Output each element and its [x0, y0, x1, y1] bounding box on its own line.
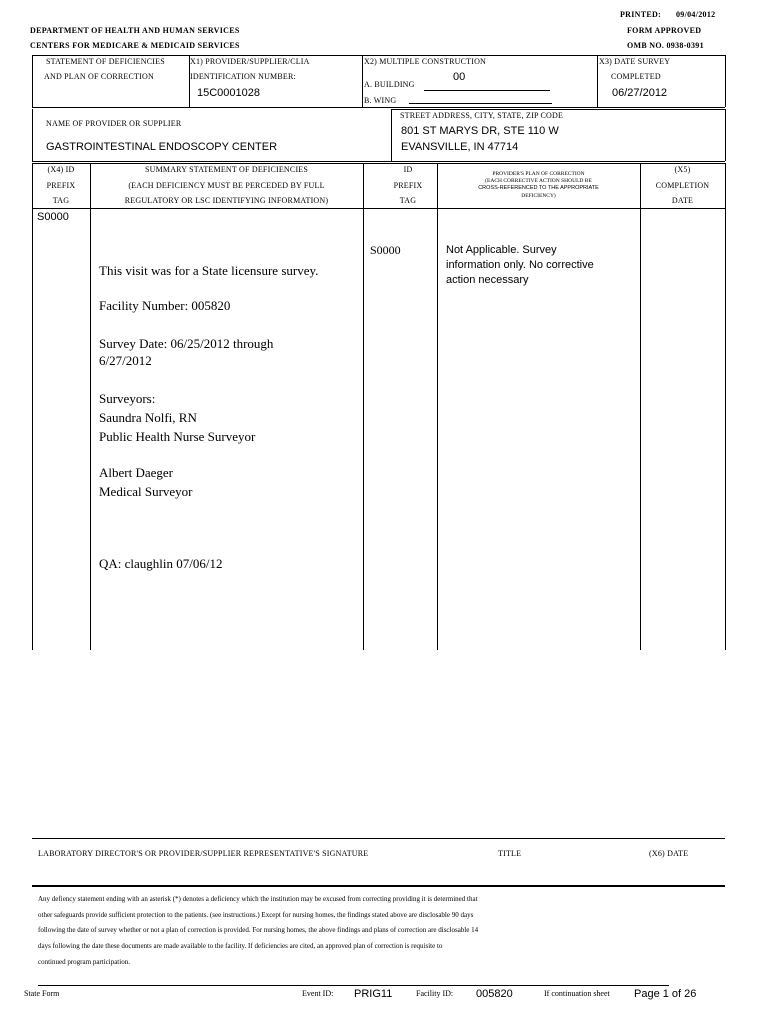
- summary-line-4: 6/27/2012: [99, 353, 152, 368]
- department-title: DEPARTMENT OF HEALTH AND HUMAN SERVICES: [30, 26, 240, 35]
- id-header-1: ID: [403, 165, 413, 174]
- summary-line-8: Albert Daeger: [99, 465, 173, 480]
- x5-header-1: (X5): [674, 165, 691, 174]
- continuation-label: If continuation sheet: [544, 989, 610, 998]
- id-header-3: TAG: [399, 196, 417, 205]
- summary-line-6: Saundra Nolfi, RN: [99, 410, 197, 425]
- statement-label-1: STATEMENT OF DEFICIENCIES: [46, 57, 165, 66]
- x5-header-2: COMPLETION: [655, 181, 710, 190]
- printed-label: PRINTED:: [620, 10, 662, 19]
- id-header-2: PREFIX: [393, 181, 423, 190]
- state-form-label: State Form: [24, 989, 60, 998]
- title-label: TITLE: [498, 849, 522, 858]
- summary-line-7: Public Health Nurse Surveyor: [99, 429, 256, 444]
- x6-date-label: (X6) DATE: [649, 849, 689, 858]
- x5-header-3: DATE: [671, 196, 694, 205]
- summary-line-1: This visit was for a State licensure survey.: [99, 263, 319, 278]
- summary-header-1: SUMMARY STATEMENT OF DEFICIENCIES: [144, 165, 309, 174]
- plan-header-2: (EACH CORRECTIVE ACTION SHOULD BE: [485, 178, 592, 184]
- building-label: A. BUILDING: [364, 80, 415, 89]
- director-signature-label: LABORATORY DIRECTOR'S OR PROVIDER/SUPPLIER REPRESENTATIVE'S SIGNATURE: [38, 849, 369, 858]
- x4-header-2: PREFIX: [46, 181, 76, 190]
- provider-name: GASTROINTESTINAL ENDOSCOPY CENTER: [46, 141, 278, 153]
- facility-id-value: 005820: [476, 988, 513, 1000]
- form-approved: FORM APPROVED: [627, 26, 702, 35]
- summary-header-2: (EACH DEFICIENCY MUST BE PERCEDED BY FULL: [128, 181, 325, 190]
- summary-line-3: Survey Date: 06/25/2012 through: [99, 336, 274, 351]
- x3-label-2: COMPLETED: [611, 72, 661, 81]
- x1-label-2: IDENTIFICATION NUMBER:: [190, 72, 296, 81]
- disclaimer-line-3: following the date of survey whether or not a plan of correction is provided. For nursing homes, the above findings and plans of correction are disclosable 14: [38, 926, 479, 934]
- printed-date: 09/04/2012: [676, 10, 716, 19]
- plan-header-3: CROSS-REFERENCED TO THE APPROPRIATE: [478, 185, 599, 191]
- summary-line-5: Surveyors:: [99, 391, 156, 406]
- address-line-2: EVANSVILLE, IN 47714: [401, 141, 519, 153]
- omb-number: OMB NO. 0938-0391: [627, 41, 704, 50]
- disclaimer-line-1: Any defiency statement ending with an asterisk (*) denotes a deficiency which the institution may be excused from correcting providing it is determined that: [38, 895, 478, 903]
- summary-line-10: QA: claughlin 07/06/12: [99, 556, 223, 571]
- right-prefix-tag: S0000: [370, 243, 401, 257]
- x4-header-1: (X4) ID: [47, 165, 75, 174]
- event-id-value: PRIG11: [354, 988, 393, 1000]
- disclaimer-line-2: other safeguards provide sufficient protection to the patients. (see instructions.) Except for nursing homes, the findings stated above are disclosable 90 days: [38, 911, 474, 919]
- plan-line-2: information only. No corrective: [446, 259, 594, 271]
- event-id-label: Event ID:: [302, 989, 334, 998]
- plan-line-3: action necessary: [446, 274, 529, 286]
- summary-header-3: REGULATORY OR LSC IDENTIFYING INFORMATION): [124, 196, 329, 205]
- plan-line-1: Not Applicable. Survey: [446, 244, 557, 256]
- x1-label: X1) PROVIDER/SUPPLIER/CLIA: [190, 57, 310, 66]
- x2-label: X2) MULTIPLE CONSTRUCTION: [364, 57, 487, 66]
- facility-id-label: Facility ID:: [416, 989, 454, 998]
- plan-header-4: DEFICIENCY): [521, 193, 556, 199]
- x3-label: X3) DATE SURVEY: [599, 57, 671, 66]
- summary-line-2: Facility Number: 005820: [99, 298, 231, 313]
- statement-label-2: AND PLAN OF CORRECTION: [44, 72, 154, 81]
- centers-title: CENTERS FOR MEDICARE & MEDICAID SERVICES: [30, 41, 240, 50]
- left-prefix-tag: S0000: [37, 211, 69, 223]
- summary-line-9: Medical Surveyor: [99, 484, 193, 499]
- disclaimer-line-5: continued program participation.: [38, 958, 130, 966]
- provider-name-label: NAME OF PROVIDER OR SUPPLIER: [46, 119, 182, 128]
- disclaimer-line-4: days following the date these documents are made available to the facility. If deficiencies are cited, an approved plan of correction is requisite to: [38, 942, 443, 950]
- building-value: 00: [453, 71, 466, 83]
- plan-header-1: PROVIDER'S PLAN OF CORRECTION: [492, 171, 585, 177]
- page-number: Page 1 of 26: [634, 988, 697, 1000]
- clia-number: 15C0001028: [197, 87, 261, 99]
- address-label: STREET ADDRESS, CITY, STATE, ZIP CODE: [400, 111, 564, 120]
- address-line-1: 801 ST MARYS DR, STE 110 W: [401, 125, 559, 137]
- survey-completed-date: 06/27/2012: [612, 87, 668, 99]
- wing-label: B. WING: [364, 96, 397, 105]
- x4-header-3: TAG: [52, 196, 70, 205]
